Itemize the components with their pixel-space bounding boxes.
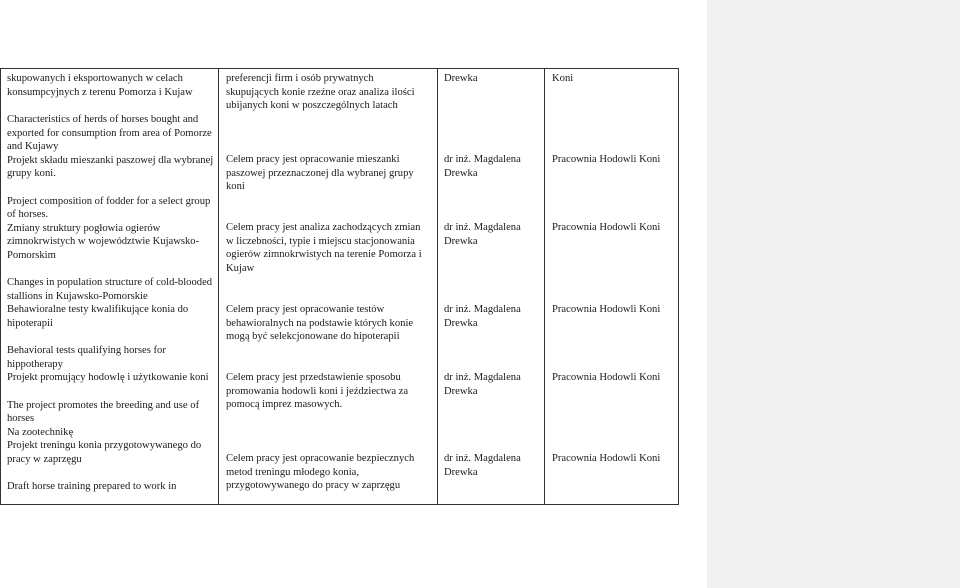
supervisor-cell bbox=[438, 69, 545, 505]
topic-text: Behawioralne testy kwalifikujące konia do hipoterapii bbox=[7, 304, 189, 329]
topic-text: Characteristics of herds of horses bought and exported for consumption from area of Pomorze and Kujawy bbox=[7, 114, 212, 152]
supervisor-text: dr inż. Magdalena Drewka bbox=[444, 222, 521, 247]
unit-text: Pracownia Hodowli Koni bbox=[552, 453, 661, 464]
goal-text: Celem pracy jest przedstawienie sposobu promowania hodowli koni i jeździectwa za pomocą imprez masowych. bbox=[226, 372, 409, 410]
topic-text: Na zootechnikę bbox=[7, 426, 74, 438]
goals-cell bbox=[219, 69, 438, 505]
unit-text: Pracownia Hodowli Koni bbox=[552, 154, 661, 165]
goal-text: Celem pracy jest opracowanie bezpiecznych metod treningu młodego konia, przygotowywanego do pracy w zaprzęgu bbox=[226, 453, 415, 491]
goal-text: Celem pracy jest analiza zachodzących zmian w liczebności, typie i miejscu stacjonowania ogierów zimnokrwistych na terenie Pomorza i Kujaw bbox=[226, 222, 422, 274]
goal-text: preferencji firm i osób prywatnych skupujących konie rzeźne oraz analiza ilości ubijanych koni w poszczególnych latach bbox=[226, 73, 415, 111]
thesis-topics-table bbox=[0, 68, 679, 505]
supervisor-text: dr inż. Magdalena Drewka bbox=[444, 372, 521, 397]
topic-text: Draft horse training prepared to work in bbox=[7, 481, 177, 492]
topic-text: Behavioral tests qualifying horses for hippotherapy bbox=[7, 345, 166, 370]
unit-text: Pracownia Hodowli Koni bbox=[552, 304, 661, 315]
unit-text: Pracownia Hodowli Koni bbox=[552, 222, 661, 233]
topic-text: Changes in population structure of cold-blooded stallions in Kujawsko-Pomorskie bbox=[7, 277, 213, 302]
goal-text: Celem pracy jest opracowanie testów behawioralnych na podstawie których konie mogą być selekcjonowane do hipoterapii bbox=[226, 304, 414, 342]
supervisor-text: dr inż. Magdalena Drewka bbox=[444, 304, 521, 329]
topic-text: Projekt składu mieszanki paszowej dla wybranej grupy koni. bbox=[7, 154, 214, 179]
topic-text: Projekt treningu konia przygotowywanego do pracy w zaprzęgu bbox=[7, 440, 202, 465]
topic-text: Project composition of fodder for a select group of horses. bbox=[7, 195, 211, 220]
topics-cell bbox=[1, 69, 219, 505]
table-row bbox=[1, 69, 679, 505]
unit-cell bbox=[545, 69, 679, 505]
supervisor-text: Drewka bbox=[444, 73, 478, 84]
supervisor-text: dr inż. Magdalena Drewka bbox=[444, 453, 521, 478]
topic-text: The project promotes the breeding and use of horses bbox=[7, 399, 200, 424]
goal-text: Celem pracy jest opracowanie mieszanki paszowej przeznaczonej dla wybranej grupy koni bbox=[226, 154, 414, 192]
side-panel bbox=[707, 0, 960, 588]
topic-text: Zmiany struktury pogłowia ogierów zimnokrwistych w województwie Kujawsko- Pomorskim bbox=[7, 222, 200, 261]
unit-text: Pracownia Hodowli Koni bbox=[552, 372, 661, 383]
topic-text: skupowanych i eksportowanych w celach konsumpcyjnych z terenu Pomorza i Kujaw bbox=[7, 73, 193, 98]
topic-text: Projekt promujący hodowlę i użytkowanie koni bbox=[7, 372, 209, 383]
supervisor-text: dr inż. Magdalena Drewka bbox=[444, 154, 521, 179]
unit-text: Koni bbox=[552, 73, 574, 84]
